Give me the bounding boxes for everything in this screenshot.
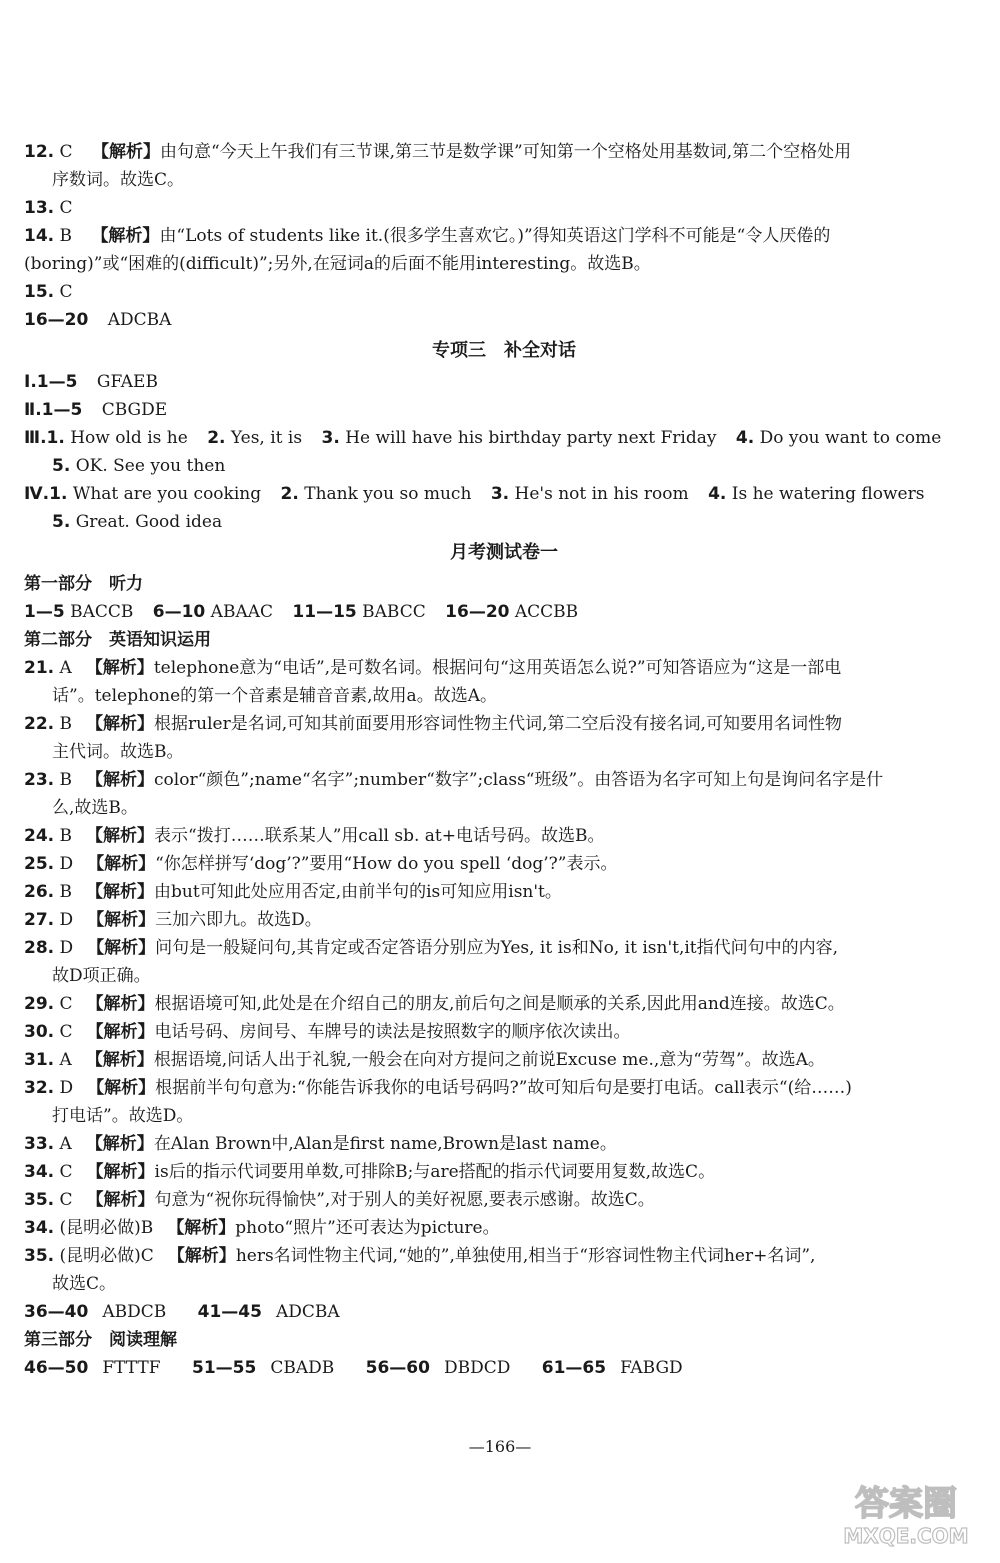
explanation-list: [24, 654, 984, 1298]
answer-item: [24, 878, 984, 906]
watermark-logo-text: 答案圈: [855, 1484, 957, 1524]
analysis-text: “你怎样拼写‘dog’?”要用“How do you spell ‘dog’?”表示。: [155, 854, 618, 874]
answer-range-row: 36—40 ABDCB 41—45 ADCBA: [24, 1302, 340, 1322]
part-heading: 第三部分 阅读理解: [24, 1330, 177, 1350]
item-answer: A: [59, 658, 72, 678]
analysis-tag: 【解析】: [167, 1246, 236, 1266]
item-number: 32.: [24, 1078, 55, 1098]
item-answer: D: [59, 938, 74, 958]
part-heading: 第二部分 英语知识运用: [24, 630, 211, 650]
item-answer: A: [59, 1134, 72, 1154]
analysis-text: 根据语境可知,此处是在介绍自己的朋友,前后句之间是顺承的关系,因此用and连接。故选C。: [154, 994, 845, 1014]
watermark-logo: [840, 1475, 972, 1551]
analysis-tag: 【解析】: [86, 994, 155, 1014]
answer-continuation: 序数词。故选C。: [52, 170, 185, 190]
answer-item: [24, 1130, 984, 1158]
item-answer: B: [59, 882, 73, 902]
dialogue-answer: Ⅱ.1—5 CBGDE: [24, 400, 168, 420]
answer-item: 15. C: [24, 282, 73, 302]
analysis-text: 根据前半句句意为:“你能告诉我你的电话号码吗?”故可知后句是要打电话。call表示“(给……): [155, 1078, 852, 1098]
item-answer: (昆明必做)B: [59, 1218, 154, 1238]
analysis-text: telephone意为“电话”,是可数名词。根据问句“这用英语怎么说?”可知答语应为“这是一部电: [153, 658, 842, 678]
item-answer: C: [59, 1162, 73, 1182]
answer-item: 13. C: [24, 198, 73, 218]
page-number: —166—: [468, 1437, 532, 1456]
item-number: 34.: [24, 1162, 55, 1182]
analysis-tag: 【解析】: [87, 910, 156, 930]
answer-continuation: 主代词。故选B。: [52, 742, 184, 762]
item-number: 29.: [24, 994, 55, 1014]
answer-item: [24, 1074, 984, 1102]
analysis-tag: 【解析】: [86, 1022, 155, 1042]
answer-continuation: 打电话”。故选D。: [52, 1106, 194, 1126]
answer-item: [24, 654, 984, 682]
analysis-text: photo“照片”还可表达为picture。: [235, 1218, 500, 1238]
dialogue-answer: Ⅳ.1. What are you cooking 2. Thank you so much 3. He's not in his room 4. Is he watering flowers: [24, 484, 925, 504]
answer-item: 12. C 【解析】由句意“今天上午我们有三节课,第三节是数学课”可知第一个空格处用基数词,第二个空格处用: [24, 142, 852, 162]
analysis-tag: 【解析】: [86, 1190, 155, 1210]
analysis-text: 问句是一般疑问句,其肯定或否定答语分别应为Yes, it is和No, it isn't,it指代问句中的内容,: [155, 938, 839, 958]
item-number: 23.: [24, 770, 55, 790]
analysis-text: 表示“拨打……联系某人”用call sb. at+电话号码。故选B。: [154, 826, 605, 846]
answer-item: [24, 1046, 984, 1074]
answer-range-row: 1—5 BACCB 6—10 ABAAC 11—15 BABCC 16—20 ACCBB: [24, 602, 579, 622]
analysis-tag: 【解析】: [86, 714, 155, 734]
item-answer: C: [59, 1022, 73, 1042]
analysis-tag: 【解析】: [87, 1078, 156, 1098]
item-answer: C: [59, 994, 73, 1014]
item-number: 24.: [24, 826, 55, 846]
answer-range-row: 46—50 FTTTF 51—55 CBADB 56—60 DBDCD 61—65 FABGD: [24, 1358, 683, 1378]
answer-item: [24, 1214, 984, 1242]
analysis-text: 在Alan Brown中,Alan是first name,Brown是last name。: [153, 1134, 617, 1154]
item-number: 25.: [24, 854, 55, 874]
item-answer: B: [59, 770, 73, 790]
analysis-text: 根据语境,问话人出于礼貌,一般会在向对方提问之前说Excuse me.,意为“劳驾”。故选A。: [153, 1050, 825, 1070]
answer-item: [24, 1186, 984, 1214]
item-number: 33.: [24, 1134, 55, 1154]
dialogue-answer: Ⅲ.1. How old is he 2. Yes, it is 3. He will have his birthday party next Friday 4. Do you want to come: [24, 428, 942, 448]
analysis-tag: 【解析】: [85, 1134, 154, 1154]
test-title: 月考测试卷一: [450, 542, 558, 563]
item-number: 35.: [24, 1246, 55, 1266]
item-answer: D: [59, 910, 74, 930]
analysis-tag: 【解析】: [85, 658, 154, 678]
dialogue-answer: 5. Great. Good idea: [52, 512, 223, 532]
item-answer: C: [59, 1190, 73, 1210]
item-answer: B: [59, 714, 73, 734]
answer-item: [24, 1158, 984, 1186]
analysis-text: 由but可知此处应用否定,由前半句的is可知应用isn't。: [154, 882, 562, 902]
analysis-tag: 【解析】: [85, 1050, 154, 1070]
item-number: 27.: [24, 910, 55, 930]
answer-continuation: (boring)”或“困难的(difficult)”;另外,在冠词a的后面不能用interesting。故选B。: [24, 254, 651, 274]
item-answer: (昆明必做)C: [59, 1246, 154, 1266]
answer-item: [24, 1242, 984, 1270]
answer-item: 14. B 【解析】由“Lots of students like it.(很多学生喜欢它。)”得知英语这门学科不可能是“令人厌倦的: [24, 226, 831, 246]
answer-continuation: 故D项正确。: [52, 966, 151, 986]
answer-continuation: 么,故选B。: [52, 798, 138, 818]
analysis-text: hers名词性物主代词,“她的”,单独使用,相当于“形容词性物主代词her+名词”,: [235, 1246, 816, 1266]
answer-item: [24, 710, 984, 738]
answer-range: 16—20 ADCBA: [24, 310, 172, 330]
answer-item: [24, 766, 984, 794]
answer-item: [24, 1018, 984, 1046]
answer-item: [24, 990, 984, 1018]
answer-item: [24, 906, 984, 934]
analysis-text: is后的指示代词要用单数,可排除B;与are搭配的指示代词要用复数,故选C。: [154, 1162, 716, 1182]
item-number: 28.: [24, 938, 55, 958]
analysis-text: 句意为“祝你玩得愉快”,对于别人的美好祝愿,要表示感谢。故选C。: [154, 1190, 655, 1210]
analysis-tag: 【解析】: [86, 826, 155, 846]
analysis-tag: 【解析】: [87, 854, 156, 874]
dialogue-answer: Ⅰ.1—5 GFAEB: [24, 372, 158, 392]
analysis-text: 根据ruler是名词,可知其前面要用形容词性物主代词,第二空后没有接名词,可知要用名词性物: [154, 714, 842, 734]
part-heading: 第一部分 听力: [24, 574, 143, 594]
item-number: 35.: [24, 1190, 55, 1210]
answer-item: [24, 934, 984, 962]
analysis-text: 三加六即九。故选D。: [155, 910, 322, 930]
answer-continuation: 话”。telephone的第一个音素是辅音音素,故用a。故选A。: [52, 686, 497, 706]
answer-continuation: 故选C。: [52, 1274, 117, 1294]
item-number: 31.: [24, 1050, 55, 1070]
answer-page: [24, 138, 984, 1382]
analysis-tag: 【解析】: [86, 770, 155, 790]
item-number: 21.: [24, 658, 55, 678]
item-number: 30.: [24, 1022, 55, 1042]
item-answer: D: [59, 854, 74, 874]
item-number: 34.: [24, 1218, 55, 1238]
analysis-tag: 【解析】: [86, 882, 155, 902]
item-answer: B: [59, 826, 73, 846]
item-number: 26.: [24, 882, 55, 902]
dialogue-answer: 5. OK. See you then: [52, 456, 226, 476]
answer-item: [24, 822, 984, 850]
section-title: 专项三 补全对话: [432, 340, 576, 361]
answer-item: [24, 850, 984, 878]
analysis-tag: 【解析】: [87, 938, 156, 958]
analysis-tag: 【解析】: [167, 1218, 236, 1238]
item-answer: A: [59, 1050, 72, 1070]
analysis-text: 电话号码、房间号、车牌号的读法是按照数字的顺序依次读出。: [154, 1022, 631, 1042]
analysis-tag: 【解析】: [86, 1162, 155, 1182]
analysis-text: color“颜色”;name“名字”;number“数字”;class“班级”。由答语为名字可知上句是询问名字是什: [154, 770, 884, 790]
item-answer: D: [59, 1078, 74, 1098]
watermark-url: MXQE.COM: [843, 1524, 969, 1548]
item-number: 22.: [24, 714, 55, 734]
